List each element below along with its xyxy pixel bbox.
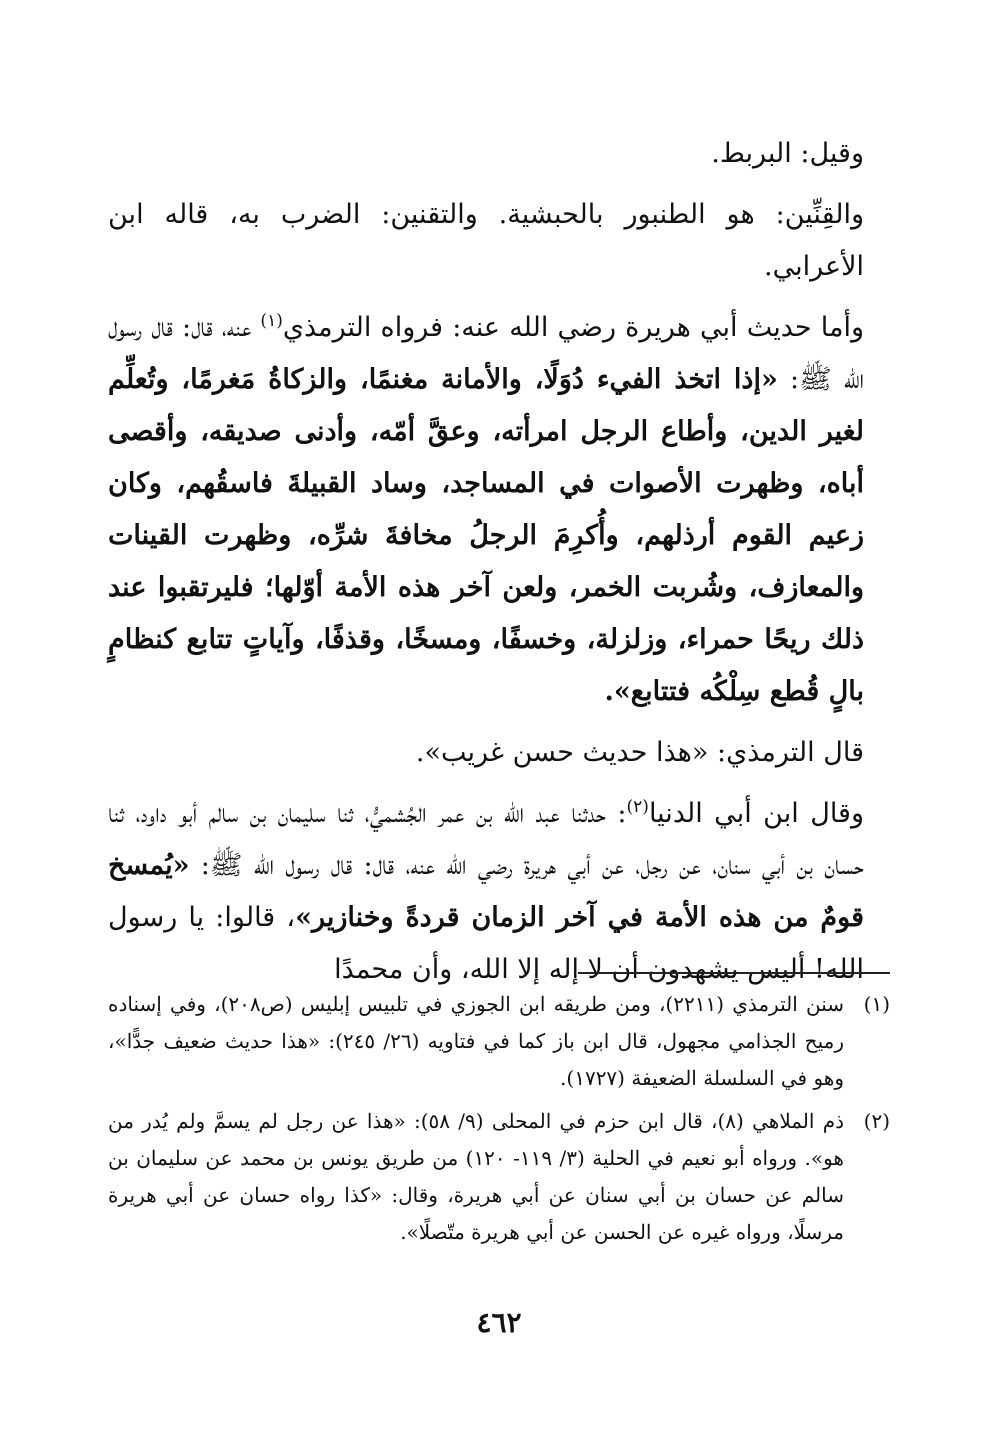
footnote-number: (١) bbox=[863, 992, 890, 1016]
footnote-text: ذم الملاهي (٨)، قال ابن حزم في المحلى (٩/ ٥٨): «هذا عن رجل لم يسمَّ ولم يُدر من هو». ورواه أبو نعيم في الحلية (٣/ ١١٩- ١٢٠) من طريق يونس بن محمد عن سليمان بن سالم عن حسان بن أبي سنان عن أبي هريرة، وقال: «كذا رواه حسان عن أبي هريرة مرسلًا، ورواه غيره عن الحسن عن أبي هريرة متّصلًا». bbox=[108, 1109, 844, 1244]
footnote-text: سنن الترمذي (٢٢١١)، ومن طريقه ابن الجوزي في تلبيس إبليس (ص٢٠٨)، وفي إسناده رميح الجذامي مجهول، قال ابن باز كما في فتاويه (٢٦/ ٢٤٥): «هذا حديث ضعيف جدًّا»، وهو في السلسلة الضعيفة (١٧٢٧). bbox=[108, 992, 844, 1090]
footnote-number: (٢) bbox=[863, 1109, 890, 1133]
paragraph-qinnin: والقِنِّين: هو الطنبور بالحبشية. والتقنين: الضرب به، قاله ابن الأعرابي. bbox=[108, 199, 864, 282]
page-number: ٤٦٢ bbox=[476, 1306, 522, 1339]
footnote-divider bbox=[578, 972, 890, 974]
narration-intro: وقال ابن أبي الدنيا bbox=[648, 798, 864, 829]
paragraph-hadith-abu-hurayra bbox=[108, 302, 890, 718]
narration-hadith-text: «يُمسخ قومٌ من هذه الأمة في آخر الزمان قردةً وخنازير» bbox=[108, 850, 864, 933]
paragraph-ibn-abi-dunya bbox=[108, 788, 890, 996]
hadith-text: «إذا اتخذ الفيء دُوَلًا، والأمانة مغنمًا، والزكاةُ مَغرمًا، وتُعلِّم لغير الدين، وأطاع الرجل امرأته، وعقَّ أمّه، وأدنى صديقه، وأقصى أباه، وظهرت الأصوات في المساجد، وساد القبيلةَ فاسقُهم، وكان زعيم القوم أرذلهم، وأُكرِمَ الرجلُ مخافةَ شرِّه، وظهرت القينات والمعازف، وشُربت الخمر، ولعن آخر هذه الأمة أوّلها؛ فليرتقبوا عند ذلك ريحًا حمراء، وزلزلة، وخسفًا، ومسخًا، وقذفًا، وآياتٍ تتابع كنظامٍ بالٍ قُطع سِلْكُه فتتابع». bbox=[108, 364, 864, 707]
paragraph-tirmidhi-grade: قال الترمذي: «هذا حديث حسن غريب». bbox=[415, 737, 864, 768]
hadith-chain: عنه، قال: قال رسول الله ﷺ: bbox=[108, 312, 864, 395]
narration-chain: : حدثنا عبد الله بن عمر الجُشميُّ، ثنا سليمان بن سالم أبو داود، ثنا حسان بن أبي سنان، عن رجل، عن أبي هريرة رضي الله عنه، قال: قال رسول الله ﷺ: bbox=[108, 798, 864, 881]
main-text bbox=[108, 128, 890, 996]
hadith-intro: وأما حديث أبي هريرة رضي الله عنه: فرواه الترمذي bbox=[282, 312, 864, 343]
footnote-1 bbox=[108, 986, 890, 1097]
footnote-ref-2: (٢) bbox=[626, 797, 649, 817]
footnote-ref-1: (١) bbox=[260, 311, 283, 331]
footnotes bbox=[108, 986, 890, 1257]
paragraph-barbat: وقيل: البربط. bbox=[711, 138, 864, 169]
narration-continuation: ، قالوا: يا رسول الله! أليس يشهدون أن لا إله إلا الله، وأن محمدًا bbox=[108, 902, 864, 985]
footnote-2 bbox=[108, 1103, 890, 1251]
book-page bbox=[108, 128, 890, 1428]
